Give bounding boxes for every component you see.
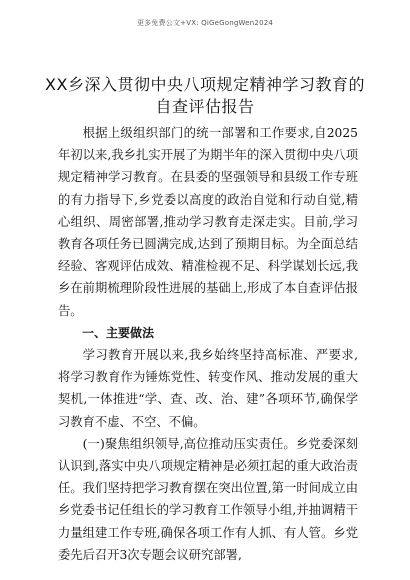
title-line-1: XX乡深入贯彻中央八项规定精神学习教育的 bbox=[45, 75, 365, 94]
header-watermark-note: 更多免费公文+VX: QiGeGongWen2024 bbox=[136, 19, 274, 27]
section-paragraph: 学习教育开展以来,我乡始终坚持高标准、严要求,将学习教育作为锤炼党性、转变作风、推动发展的重大契机,一体推进“学、查、改、治、建”各项环节,确保学习教育不虚、不空、不偏。 bbox=[58, 348, 358, 429]
document-title bbox=[40, 74, 370, 118]
title-line-2: 自查评估报告 bbox=[155, 97, 255, 116]
intro-paragraph: 根据上级组织部门的统一部署和工作要求,自2025年初以来,我乡扎实开展了为期半年的深入贯彻中央八项规定精神学习教育。在县委的坚强领导和县级工作专班的有力指导下,乡党委以高度的政治自觉和行动自觉,精心组织、周密部署,推动学习教育走深走实。目前,学习教育各项任务已圆满完成,达到了预期目标。为全面总结经验、客观评估成效、精准检视不足、科学谋划长远,我乡在前期梳理阶段性进展的基础上,形成了本自查评估报告。 bbox=[58, 126, 358, 318]
document-body bbox=[58, 122, 358, 566]
section-heading: 一、主要做法 bbox=[82, 325, 155, 340]
subsection-paragraph: (一)聚焦组织领导,高位推动压实责任。乡党委深刻认识到,落实中央八项规定精神是必须扛起的重大政治责任。我们坚持把学习教育摆在突出位置,第一时间成立由乡党委书记任组长的学习教育工作领导小组,并抽调精干力量组建工作专班,确保各项工作有人抓、有人管。乡党委先后召开3次专题会议研究部署, bbox=[58, 436, 358, 562]
